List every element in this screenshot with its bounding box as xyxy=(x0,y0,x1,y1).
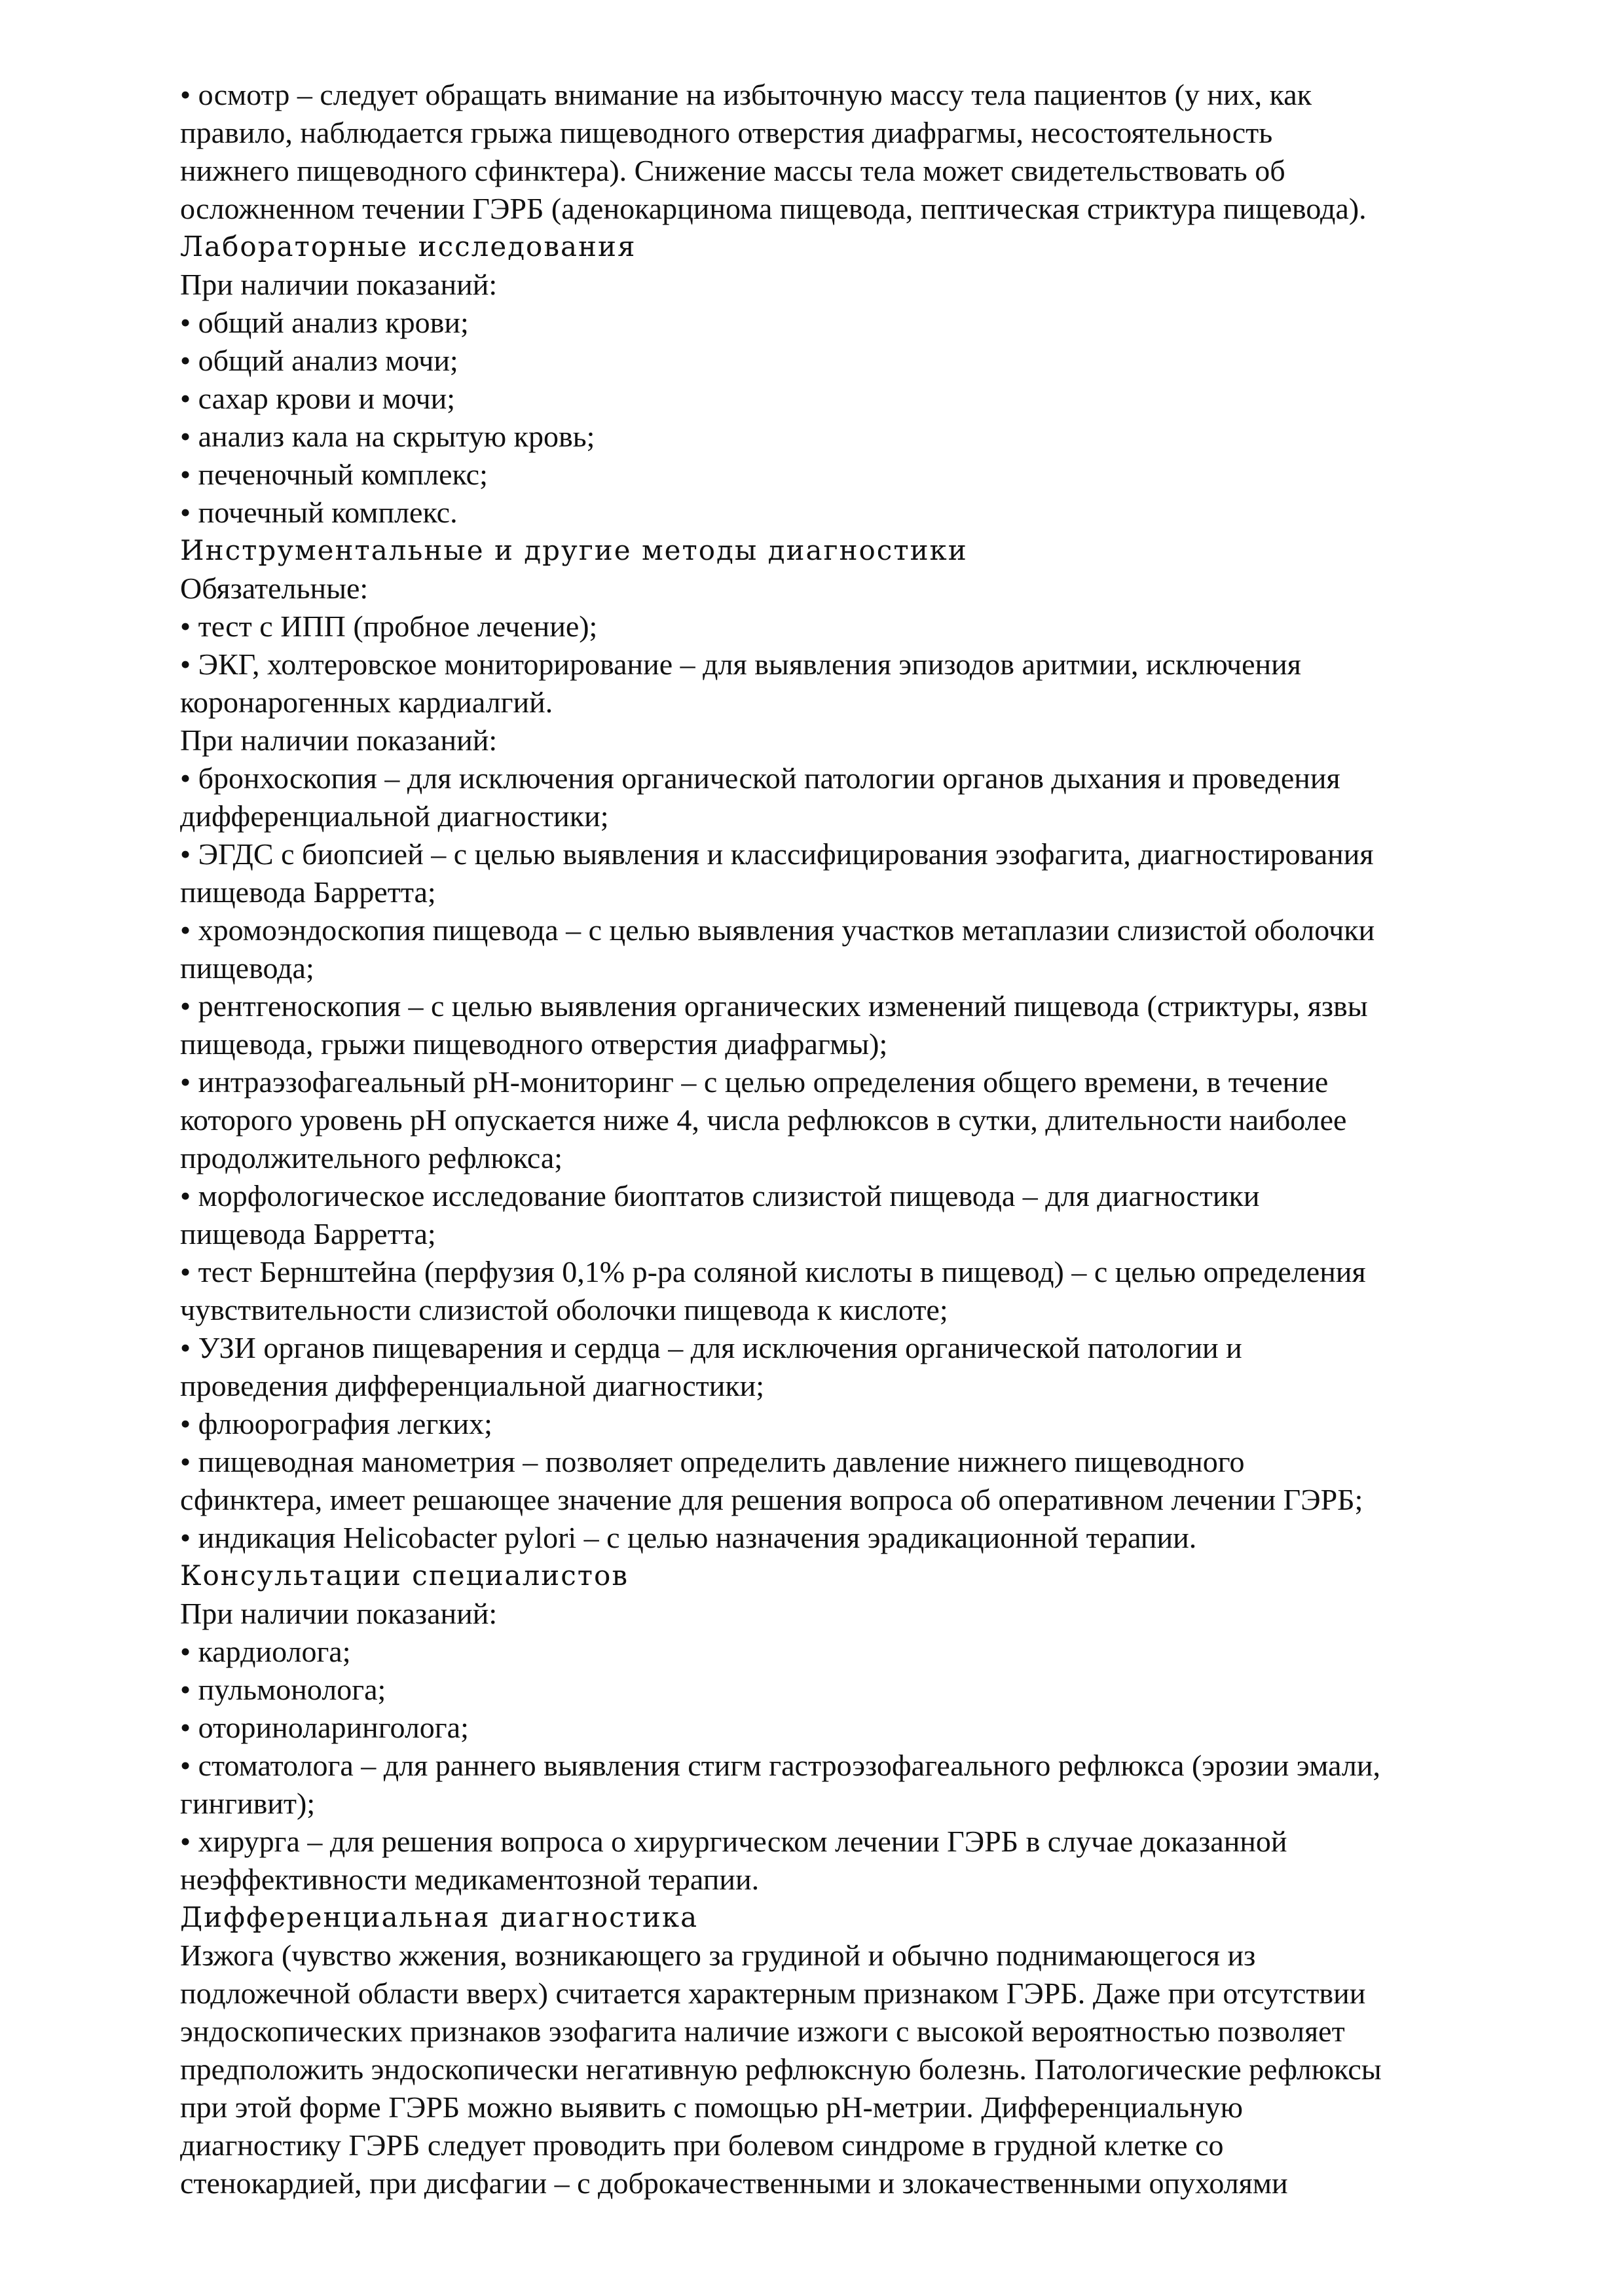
text-line: Изжога (чувство жжения, возникающего за грудиной и обычно поднимающегося из xyxy=(180,1939,1256,1972)
section-heading: Консультации специалистов xyxy=(180,1559,629,1592)
text-line: • бронхоскопия – для исключения органической патологии органов дыхания и проведения xyxy=(180,761,1340,795)
text-line: пищевода, грыжи пищеводного отверстия диафрагмы); xyxy=(180,1027,888,1061)
text-line: • ЭГДС с биопсией – с целью выявления и классифицирования эзофагита, диагностирования xyxy=(180,837,1374,871)
text-line: • печеночный комплекс; xyxy=(180,458,488,491)
text-line: диагностику ГЭРБ следует проводить при болевом синдроме в грудной клетке со xyxy=(180,2128,1224,2162)
text-line: предположить эндоскопически негативную рефлюксную болезнь. Патологические рефлюксы xyxy=(180,2052,1382,2086)
text-line: которого уровень pH опускается ниже 4, числа рефлюксов в сутки, длительности наиболее xyxy=(180,1103,1347,1137)
text-line: • хромоэндоскопия пищевода – с целью выявления участков метаплазии слизистой оболочки xyxy=(180,913,1375,947)
text-line: нижнего пищеводного сфинктера). Снижение массы тела может свидетельствовать об xyxy=(180,154,1285,187)
text-line: стенокардией, при дисфагии – с доброкачественными и злокачественными опухолями xyxy=(180,2166,1288,2200)
section-heading: Дифференциальная диагностика xyxy=(180,1901,699,1933)
text-line: осложненном течении ГЭРБ (аденокарцинома пищевода, пептическая стриктура пищевода). xyxy=(180,192,1367,225)
text-line: • тест Бернштейна (перфузия 0,1% р-ра соляной кислоты в пищевод) – с целью определения xyxy=(180,1255,1366,1288)
text-line: • хирурга – для решения вопроса о хирургическом лечении ГЭРБ в случае доказанной xyxy=(180,1825,1287,1858)
text-line: • почечный комплекс. xyxy=(180,496,458,529)
text-line: проведения дифференциальной диагностики; xyxy=(180,1369,765,1402)
text-line: сфинктера, имеет решающее значение для решения вопроса об оперативном лечении ГЭРБ; xyxy=(180,1483,1363,1516)
text-line: правило, наблюдается грыжа пищеводного отверстия диафрагмы, несостоятельность xyxy=(180,116,1273,149)
text-line: пищевода Барретта; xyxy=(180,875,436,909)
text-line: При наличии показаний: xyxy=(180,1597,498,1630)
section-heading: Лабораторные исследования xyxy=(180,230,637,263)
text-line: • ЭКГ, холтеровское мониторирование – для выявления эпизодов аритмии, исключения xyxy=(180,647,1301,681)
text-line: • общий анализ крови; xyxy=(180,306,469,339)
text-line: коронарогенных кардиалгий. xyxy=(180,685,553,719)
text-line: • кардиолога; xyxy=(180,1635,351,1668)
text-line: • пульмонолога; xyxy=(180,1673,386,1706)
text-line: • интраэзофагеальный pH-мониторинг – с целью определения общего времени, в течение xyxy=(180,1065,1329,1099)
text-line: При наличии показаний: xyxy=(180,268,498,301)
text-line: • морфологическое исследование биоптатов слизистой пищевода – для диагностики xyxy=(180,1179,1260,1212)
text-line: • анализ кала на скрытую кровь; xyxy=(180,420,595,453)
text-line: • рентгеноскопия – с целью выявления органических изменений пищевода (стриктуры, язвы xyxy=(180,989,1368,1023)
text-line: • сахар крови и мочи; xyxy=(180,382,456,415)
text-line: продолжительного рефлюкса; xyxy=(180,1141,563,1175)
text-line: • пищеводная манометрия – позволяет определить давление нижнего пищеводного xyxy=(180,1445,1245,1478)
text-line: • оториноларинголога; xyxy=(180,1711,469,1744)
text-line: • общий анализ мочи; xyxy=(180,344,458,377)
text-line: пищевода Барретта; xyxy=(180,1217,436,1250)
text-line: • флюорография легких; xyxy=(180,1407,492,1440)
text-line: • осмотр – следует обращать внимание на избыточную массу тела пациентов (у них, как xyxy=(180,78,1312,111)
text-line: • индикация Helicobacter pylori – с целью назначения эрадикационной терапии. xyxy=(180,1521,1197,1554)
text-line: при этой форме ГЭРБ можно выявить с помощью pH-метрии. Дифференциальную xyxy=(180,2090,1244,2124)
text-line: • тест с ИПП (пробное лечение); xyxy=(180,610,598,643)
text-line: • УЗИ органов пищеварения и сердца – для исключения органической патологии и xyxy=(180,1331,1242,1364)
text-line: подложечной области вверх) считается характерным признаком ГЭРБ. Даже при отсутствии xyxy=(180,1977,1366,2010)
text-line: неэффективности медикаментозной терапии. xyxy=(180,1863,760,1896)
section-heading: Инструментальные и другие методы диагностики xyxy=(180,534,968,566)
text-line: Обязательные: xyxy=(180,572,369,605)
text-line: пищевода; xyxy=(180,951,314,985)
text-line: гингивит); xyxy=(180,1787,316,1820)
text-line: • стоматолога – для раннего выявления стигм гастроэзофагеального рефлюкса (эрозии эмали, xyxy=(180,1749,1380,1782)
text-line: чувствительности слизистой оболочки пищевода к кислоте; xyxy=(180,1293,948,1326)
text-line: эндоскопических признаков эзофагита наличие изжоги с высокой вероятностью позволяет xyxy=(180,2014,1345,2048)
text-line: При наличии показаний: xyxy=(180,723,498,757)
document-page xyxy=(180,76,1496,2202)
text-line: дифференциальной диагностики; xyxy=(180,799,609,833)
